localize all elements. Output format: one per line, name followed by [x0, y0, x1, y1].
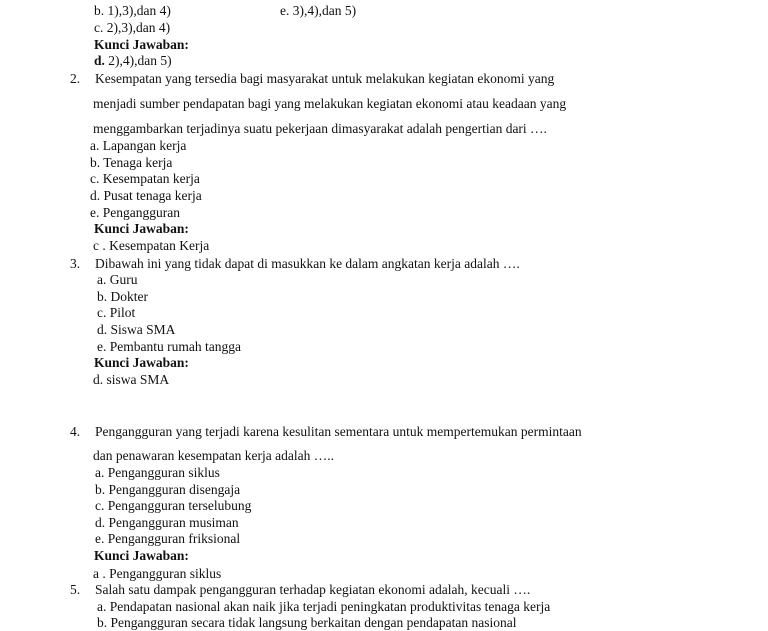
q3-number: 3. — [70, 256, 81, 271]
q1-option-e: e. 3),4),dan 5) — [280, 3, 357, 18]
q3-option-a: a. Guru — [97, 272, 138, 287]
q4-option-d: d. Pengangguran musiman — [95, 515, 239, 530]
q4-question-line-1: Pengangguran yang terjadi karena kesulitan sementara untuk mempertemukan permintaan — [95, 424, 582, 439]
q4-answer: a . Pengangguran siklus — [93, 566, 222, 581]
q4-question-line-2: dan penawaran kesempatan kerja adalah ….. — [93, 448, 335, 463]
q3-option-e: e. Pembantu rumah tangga — [97, 339, 241, 354]
q5-option-a: a. Pendapatan nasional akan naik jika terjadi peningkatan produktivitas tenaga kerja — [97, 599, 551, 614]
q1-answer-label: Kunci Jawaban: — [94, 37, 189, 52]
q1-answer-letter: d. — [94, 53, 105, 68]
q3-option-c: c. Pilot — [97, 305, 136, 320]
q5-option-b: b. Pengangguran secara tidak langsung berkaitan dengan pendapatan nasional — [97, 615, 517, 630]
q4-option-e: e. Pengangguran friksional — [95, 531, 241, 546]
q2-number: 2. — [70, 71, 81, 86]
q2-answer: c . Kesempatan Kerja — [93, 238, 210, 253]
q2-option-d: d. Pusat tenaga kerja — [90, 188, 202, 203]
q3-question-line-1: Dibawah ini yang tidak dapat di masukkan ke dalam angkatan kerja adalah …. — [95, 256, 520, 271]
q1-option-c: c. 2),3),dan 4) — [94, 20, 171, 35]
q4-answer-label: Kunci Jawaban: — [94, 548, 189, 563]
q4-option-c: c. Pengangguran terselubung — [95, 498, 252, 513]
q2-option-e: e. Pengangguran — [90, 205, 180, 220]
q2-option-a: a. Lapangan kerja — [90, 138, 187, 153]
q1-answer — [94, 53, 172, 69]
q2-option-b: b. Tenaga kerja — [90, 155, 173, 170]
q3-option-b: b. Dokter — [97, 289, 148, 304]
q5-question-line-1: Salah satu dampak pengangguran terhadap kegiatan ekonomi adalah, kecuali …. — [95, 582, 531, 597]
q1-option-b: b. 1),3),dan 4) — [94, 3, 171, 18]
q2-option-c: c. Kesempatan kerja — [90, 171, 200, 186]
q3-option-d: d. Siswa SMA — [97, 322, 176, 337]
q4-number: 4. — [70, 424, 81, 439]
q4-option-a: a. Pengangguran siklus — [95, 465, 220, 480]
q3-answer: d. siswa SMA — [93, 372, 170, 387]
q4-option-b: b. Pengangguran disengaja — [95, 482, 241, 497]
q2-question-line-1: Kesempatan yang tersedia bagi masyarakat untuk melakukan kegiatan ekonomi yang — [95, 71, 555, 86]
q2-question-line-2: menjadi sumber pendapatan bagi yang melakukan kegiatan ekonomi atau keadaan yang — [93, 96, 567, 111]
q3-answer-label: Kunci Jawaban: — [94, 355, 189, 370]
q2-answer-label: Kunci Jawaban: — [94, 221, 189, 236]
q2-question-line-3: menggambarkan terjadinya suatu pekerjaan dimasyarakat adalah pengertian dari …. — [93, 121, 547, 136]
q5-number: 5. — [70, 582, 81, 597]
q1-answer-text: 2),4),dan 5) — [108, 53, 172, 68]
